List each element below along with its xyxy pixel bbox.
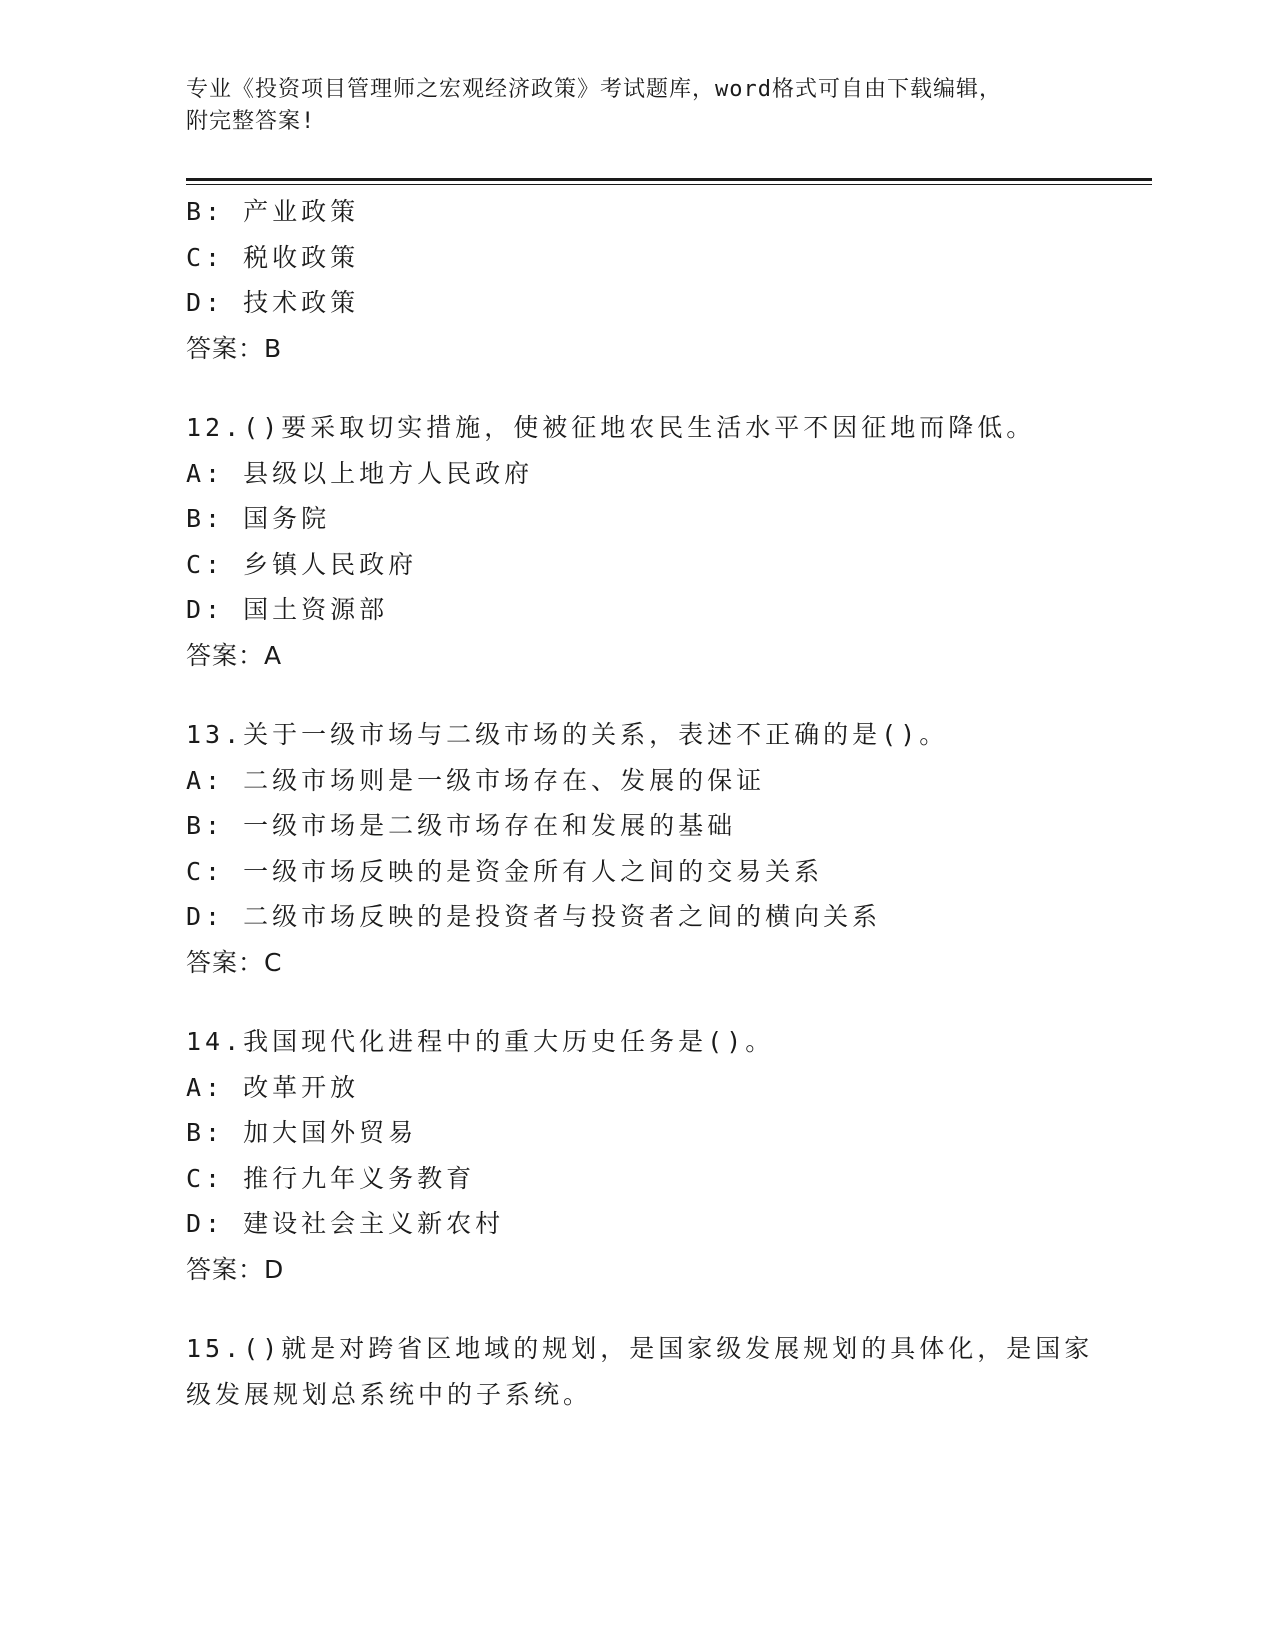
header-divider-thin [186,184,1152,185]
header-divider-thick [186,178,1152,181]
option-c: C: 一级市场反映的是资金所有人之间的交易关系 [186,856,824,886]
answer-line: 答案：C [186,947,283,977]
question-12 [186,405,1086,678]
question-11-partial [186,189,1086,371]
option-c: C: 推行九年义务教育 [186,1163,476,1193]
option-d: D: 建设社会主义新农村 [186,1209,505,1238]
option-b: B: 一级市场是二级市场存在和发展的基础 [186,811,737,840]
question-14 [186,1019,1086,1292]
question-stem-line-1: 15.()就是对跨省区地域的规划，是国家级发展规划的具体化，是国家 [186,1334,1094,1363]
option-d: D: 国土资源部 [186,595,389,624]
option-b: B: 加大国外贸易 [186,1118,418,1147]
answer-line: 答案：A [186,640,283,670]
option-c: C: 乡镇人民政府 [186,549,418,579]
option-b: B: 国务院 [186,504,331,533]
option-d: D: 二级市场反映的是投资者与投资者之间的横向关系 [186,902,882,931]
option-a: A: 改革开放 [186,1072,360,1102]
option-d: D: 技术政策 [186,288,360,317]
option-c: C: 税收政策 [186,242,360,272]
option-a: A: 县级以上地方人民政府 [186,458,534,488]
question-stem: 12.()要采取切实措施，使被征地农民生活水平不因征地而降低。 [186,413,1036,442]
question-list [186,189,1094,1417]
header-line-1: 专业《投资项目管理师之宏观经济政策》考试题库，word格式可自由下载编辑， [186,77,1002,102]
header-line-2: 附完整答案! [186,109,316,134]
option-b: B: 产业政策 [186,197,360,226]
question-15 [186,1326,1094,1417]
answer-line: 答案：D [186,1254,285,1284]
document-header [186,74,1066,138]
question-stem: 14.我国现代化进程中的重大历史任务是()。 [186,1027,775,1056]
answer-line: 答案：B [186,333,283,363]
option-a: A: 二级市场则是一级市场存在、发展的保证 [186,765,766,795]
question-stem-line-2: 级发展规划总系统中的子系统。 [186,1379,593,1409]
question-13 [186,712,1086,985]
question-stem: 13.关于一级市场与二级市场的关系，表述不正确的是()。 [186,720,949,749]
